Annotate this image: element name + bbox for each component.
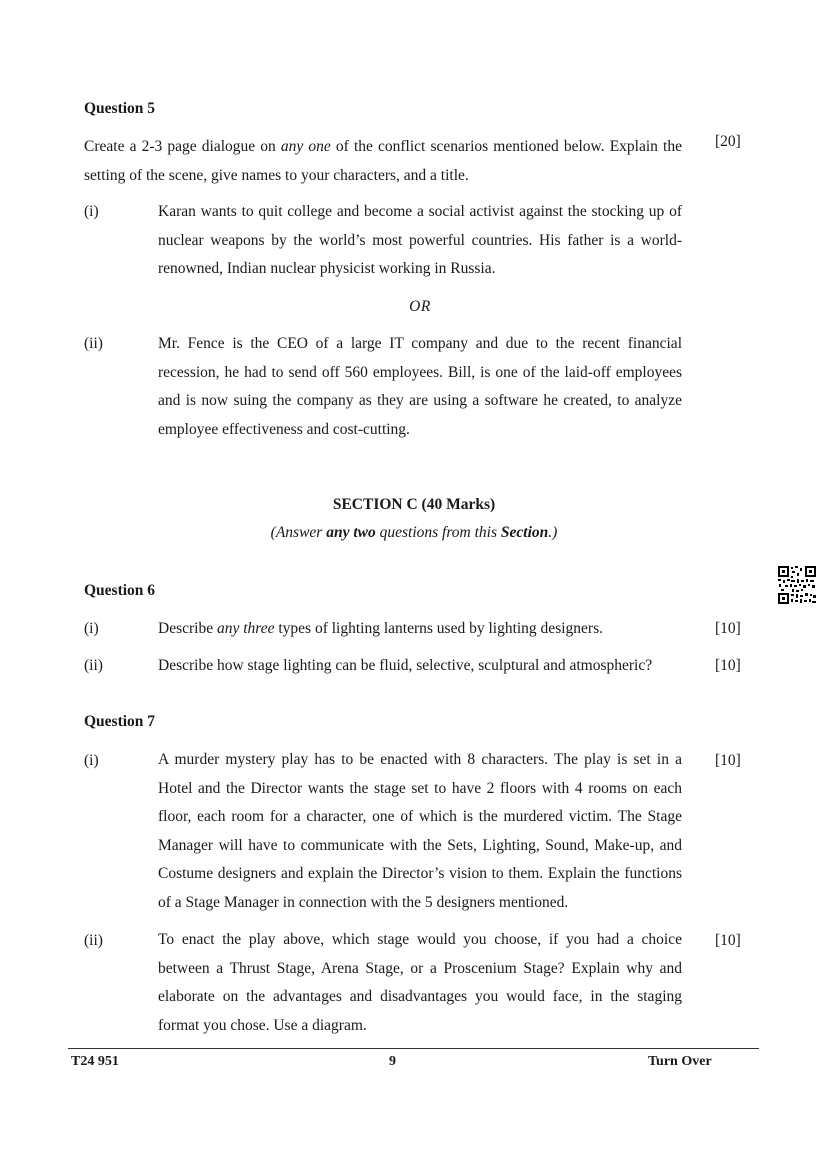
q5-intro-text: Create a 2-3 page dialogue on [84,138,281,155]
q6-part-i-text-rest: types of lighting lanterns used by lighting designers. [274,620,603,637]
question-5-heading: Question 5 [84,100,156,117]
q5-intro-emphasis: any one [280,138,331,155]
footer-turn-over: Turn Over [648,1054,712,1069]
q5-part-i-text: Karan wants to quit college and become a social activist against the stocking up of nuclear weapons by the world’s most powerful countries. His father is a world-renowned, Indian nuclear physicist working in Russia. [158,203,682,277]
section-c-instructions [84,524,744,542]
question-7-heading: Question 7 [84,713,156,730]
q6-part-i-numeral: (i) [84,620,99,637]
footer-paper-code: T24 951 [71,1054,119,1069]
qr-code-icon [777,565,817,605]
section-c-sub-open: (Answer [270,524,327,541]
q6-part-ii-text: Describe how stage lighting can be fluid, selective, sculptural and atmospheric? [158,657,653,674]
section-c-sub-close: .) [548,524,558,541]
q7-part-ii-text: To enact the play above, which stage would you choose, if you had a choice between a Thrust Stage, Arena Stage, or a Proscenium Stage? Explain why and elaborate on the advantages and disadvantages you would face, in the staging format you chose. Use a diagram. [158,931,682,1034]
q5-part-ii-numeral: (ii) [84,335,103,352]
q6-part-i-text [158,620,698,638]
q7-part-i-numeral: (i) [84,752,99,769]
q6-part-i-emphasis: any three [216,620,275,637]
or-separator: OR [409,298,431,315]
q7-part-ii-marks: [10] [715,932,741,949]
q6-part-i-marks: [10] [715,620,741,637]
q6-part-ii-marks: [10] [715,657,741,674]
q6-part-i-text-start: Describe [158,620,217,637]
question-6-heading: Question 6 [84,582,156,599]
q7-part-ii-numeral: (ii) [84,932,103,949]
question-5-instructions [84,133,682,190]
section-c-sub-bold1: any two [326,524,376,541]
q5-intro-text-rest: of the conflict scenarios mentioned below. Explain the setting of the scene, give names to your characters, and a title. [84,138,682,184]
footer-rule [68,1048,759,1049]
q7-part-i-text: A murder mystery play has to be enacted with 8 characters. The play is set in a Hotel and the Director wants the stage set to have 2 floors with 4 rooms on each floor, each room for a character, one of which is the murdered victim. The Stage Manager will have to communicate with the Sets, Lighting, Sound, Make-up, and Costume designers and explain the Director’s vision to them. Explain the functions of a Stage Manager in connection with the 5 designers mentioned. [158,751,682,911]
q6-part-ii-numeral: (ii) [84,657,103,674]
q5-part-i-numeral: (i) [84,203,99,220]
section-c-sub-bold2: Section [500,524,549,541]
section-c-sub-mid: questions from this [375,524,501,541]
q7-part-i-marks: [10] [715,752,741,769]
section-c-title: SECTION C (40 Marks) [332,496,496,513]
footer-page-number: 9 [389,1054,396,1069]
q5-part-ii-text: Mr. Fence is the CEO of a large IT company and due to the recent financial recession, he had to send off 560 employees. Bill, is one of the laid-off employees and is now suing the company as they are using a software he created, to analyze employee effectiveness and cost-cutting. [158,335,682,438]
question-5-marks: [20] [715,133,741,150]
